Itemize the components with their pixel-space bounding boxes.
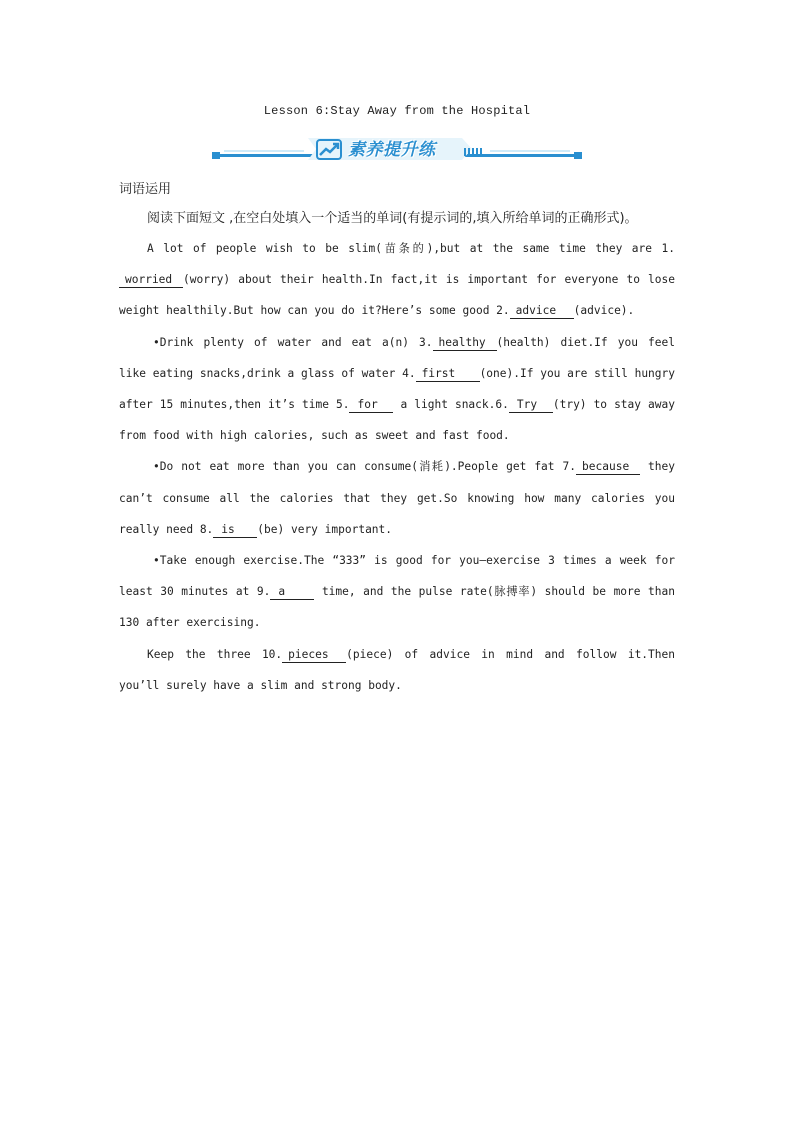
- answer-blank-1: worried: [119, 273, 183, 288]
- passage-text: they can’t consume all the calories that they get.So knowing how many calories you really need 8.: [119, 460, 675, 536]
- answer-blank-9: a: [270, 585, 314, 600]
- section-heading: 词语运用: [119, 182, 172, 197]
- page-title: Lesson 6:Stay Away from the Hospital: [263, 104, 531, 118]
- passage-text: (one).If you are still hungry after 15 minutes,then it’s time 5.: [119, 366, 675, 412]
- passage-text: A lot of people wish to be slim(苗条的),but at the same time they are 1.: [147, 242, 675, 255]
- instructions: 阅读下面短文 ,在空白处填入一个适当的单词(有提示词的,填入所给单词的正确形式)。: [147, 211, 638, 226]
- passage-text: (piece) of advice in mind and follow it.Then you’ll surely have a slim and strong body.: [119, 647, 675, 692]
- passage-text: (advice).: [573, 304, 635, 318]
- answer-blank-10: pieces: [282, 648, 346, 663]
- answer-blank-6: Try: [509, 398, 553, 413]
- passage-text: (worry) about their health.In fact,it is important for everyone to lose weight healthily.But how can you do it?Here’s some good 2.: [119, 273, 675, 318]
- passage-text: (health) diet.If you feel like eating snacks,drink a glass of water 4.: [119, 335, 675, 380]
- passage-text: •Take enough exercise.The “333” is good for you—exercise 3 times a week for least 30 minutes at 9.: [119, 554, 675, 599]
- answer-blank-4: first: [416, 367, 480, 382]
- answer-blank-7: because: [576, 460, 640, 475]
- passage-text: •Drink plenty of water and eat a(n) 3.: [153, 335, 433, 349]
- answer-blank-2: advice: [510, 304, 574, 319]
- paragraph-2: [119, 327, 675, 452]
- answer-blank-8: is: [213, 523, 257, 538]
- paragraph-4: [119, 545, 675, 639]
- trending-up-icon: [316, 139, 344, 161]
- passage-text: •Do not eat more than you can consume(消耗).People get fat 7.: [153, 460, 577, 474]
- paragraph-5: [119, 639, 675, 701]
- passage-text: Keep the three 10.: [147, 647, 283, 661]
- paragraph-3: [119, 451, 675, 545]
- passage-text: a light snack.6.: [393, 398, 509, 412]
- passage-text: time, and the pulse rate(脉搏率) should be more than 130 after exercising.: [119, 585, 675, 630]
- answer-blank-5: for: [349, 398, 393, 413]
- passage: [119, 233, 675, 701]
- passage-text: (be) very important.: [257, 522, 393, 536]
- answer-blank-3: healthy: [433, 336, 497, 351]
- passage-text: (try) to stay away from food with high calories, such as sweet and fast food.: [119, 398, 675, 443]
- banner-label: 素养提升练: [348, 140, 436, 160]
- section-banner: [212, 134, 582, 164]
- paragraph-1: [119, 233, 675, 327]
